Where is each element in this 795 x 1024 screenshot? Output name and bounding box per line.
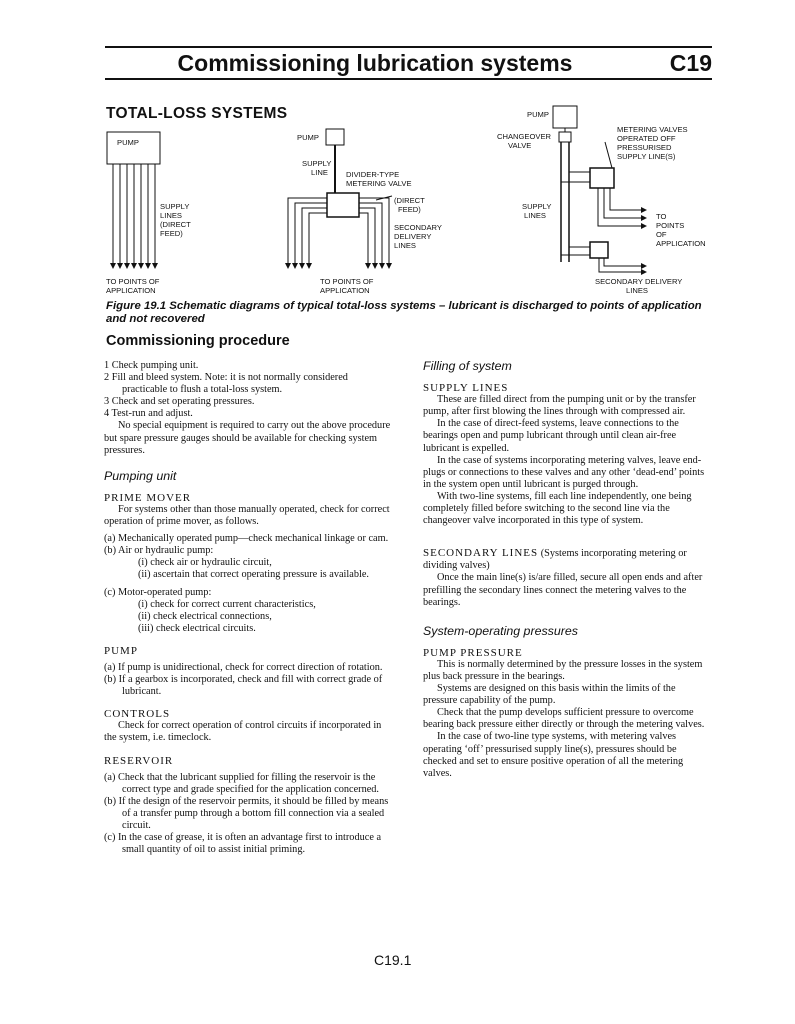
pump-pressure-heading: PUMP PRESSURE — [423, 646, 523, 659]
prime-mover-item-c-iii: (iii) check electrical circuits. — [138, 622, 256, 634]
prime-mover-item-c-i: (i) check for correct current characteristics, — [138, 598, 316, 610]
d3-pump-label: PUMP — [527, 110, 549, 119]
pump-pressure-para: This is normally determined by the pressure losses in the system plus back pressure in the bearings. — [423, 658, 703, 682]
prime-mover-item-a: (a) Mechanically operated pump—check mechanical linkage or cam. — [104, 533, 389, 545]
left-column — [104, 360, 394, 856]
d3-metering-label-2: OPERATED OFF — [617, 134, 676, 143]
d3-metering-label-1: METERING VALVES — [617, 125, 688, 134]
d3-to-label-2: POINTS — [656, 221, 685, 230]
reservoir-item-c: (c) In the case of grease, it is often an advantage first to introduce a small quantity of oil to assist initial priming. — [104, 832, 382, 856]
page-title: Commissioning lubrication systems — [177, 50, 573, 76]
d2-direct-label-1: (DIRECT — [394, 196, 425, 205]
d2-pump-label: PUMP — [297, 133, 319, 142]
d3-to-label-1: TO — [656, 212, 667, 221]
step-item: 3 Check and set operating pressures. — [104, 396, 255, 408]
d1-pump-box — [107, 132, 160, 164]
d1-supply-label-2: LINES — [160, 211, 182, 220]
system-operating-heading: System-operating pressures — [423, 623, 578, 638]
d3-metering-valve-1 — [590, 168, 614, 188]
d2-to-points-2: APPLICATION — [320, 286, 370, 295]
controls-heading: CONTROLS — [104, 708, 171, 721]
pump-pressure-para: Systems are designed on this basis within the limits of the pressure capability of the pump. — [423, 683, 676, 707]
d2-direct-label-2: FEED) — [398, 205, 421, 214]
d2-divider-label-1: DIVIDER-TYPE — [346, 170, 400, 179]
pump-heading: PUMP — [104, 644, 138, 657]
d1-supply-label-4: FEED) — [160, 229, 183, 238]
supply-lines-para: In the case of direct-feed systems, leave connections to the bearings open and pump lubricant through until clean air-free lubricant is expelled. — [423, 418, 679, 454]
secondary-lines-para: Once the main line(s) is/are filled, secure all open ends and after prefilling the secondary lines connect the metering valves to the bearings. — [423, 572, 703, 608]
d1-pump-label: PUMP — [117, 138, 139, 147]
step-item: 2 Fill and bleed system. Note: it is not normally considered practicable to flush a total-loss system. — [104, 372, 348, 396]
controls-text: Check for correct operation of control circuits if incorporated in the system, i.e. timeclock. — [104, 720, 382, 744]
d1-supply-label-1: SUPPLY — [160, 202, 190, 211]
d2-divider-valve — [327, 193, 359, 217]
d2-divider-label-2: METERING VALVE — [346, 179, 412, 188]
figure-diagram — [0, 0, 795, 300]
d3-supply-label-1: SUPPLY — [522, 202, 552, 211]
pump-pressure-para: In the case of two-line type systems, with metering valves operating ‘off’ pressurised supply line(s), pressures should be checked and set to ensure positive operation of all the metering valves. — [423, 731, 684, 779]
d2-secondary-lines — [288, 198, 389, 266]
secondary-lines-note: (Systems incorporating metering or dividing valves) — [423, 548, 687, 572]
figure-caption: Figure 19.1 Schematic diagrams of typical total-loss systems – lubricant is discharged to points of application and not recovered — [106, 300, 702, 325]
reservoir-heading: RESERVOIR — [104, 754, 174, 767]
prime-mover-item-c-ii: (ii) check electrical connections, — [138, 610, 272, 622]
special-equipment-text: No special equipment is required to carry out the above procedure but spare pressure gauges should be available for checking system pressures. — [104, 420, 391, 456]
d1-supply-label-3: (DIRECT — [160, 220, 191, 229]
d2-secondary-label-3: LINES — [394, 241, 416, 250]
pumping-unit-heading: Pumping unit — [104, 468, 177, 483]
procedure-heading: Commissioning procedure — [106, 333, 290, 349]
section-code: C19 — [669, 50, 712, 76]
supply-lines-para: In the case of systems incorporating metering valves, leave end-plugs or connections to these valves and any other ‘dead-end’ points in the system open until lubricant is purged through. — [423, 454, 705, 490]
supply-lines-para: With two-line systems, fill each line independently, one being completely filled before switching to the second line via the changeover valve incorporated in this type of system. — [423, 490, 692, 527]
d2-secondary-label-1: SECONDARY — [394, 223, 442, 232]
d3-to-label-4: APPLICATION — [656, 239, 706, 248]
step-item: 1 Check pumping unit. — [104, 360, 199, 371]
d2-supply-label-2: LINE — [311, 168, 328, 177]
d3-secondary-label-2: LINES — [626, 286, 648, 295]
d2-to-points-1: TO POINTS OF — [320, 277, 374, 286]
prime-mover-item-c: (c) Motor-operated pump: — [104, 586, 212, 598]
d1-to-points-2: APPLICATION — [106, 286, 156, 295]
supply-lines-heading: SUPPLY LINES — [423, 382, 509, 395]
d3-pump-box — [553, 106, 577, 128]
secondary-lines-heading-line — [423, 547, 709, 572]
page-number: C19.1 — [374, 952, 412, 968]
step-item: 4 Test-run and adjust. — [104, 408, 193, 420]
prime-mover-heading: PRIME MOVER — [104, 491, 192, 504]
pump-item-a: (a) If pump is unidirectional, check for correct direction of rotation. — [104, 661, 383, 673]
d3-changeover-label-1: CHANGEOVER — [497, 132, 552, 141]
d1-supply-lines — [113, 164, 155, 266]
filling-heading: Filling of system — [423, 359, 512, 373]
d3-to-label-3: OF — [656, 230, 667, 239]
prime-mover-text: For systems other than those manually operated, check for correct operation of prime mover, as follows. — [104, 503, 390, 528]
d3-supply-label-2: LINES — [524, 211, 546, 220]
pump-item-b: (b) If a gearbox is incorporated, check and fill with correct grade of lubricant. — [104, 674, 383, 698]
d1-to-points-1: TO POINTS OF — [106, 277, 160, 286]
prime-mover-item-b-i: (i) check air or hydraulic circuit, — [138, 557, 272, 569]
d3-changeover-label-2: VALVE — [508, 141, 532, 150]
d2-secondary-label-2: DELIVERY — [394, 232, 432, 241]
supply-lines-para: These are filled direct from the pumping unit or by the transfer pump, after first blowing the lines through with compressed air. — [423, 394, 696, 418]
secondary-lines-heading: SECONDARY LINES — [423, 547, 539, 560]
d3-secondary-label-1: SECONDARY DELIVERY — [595, 277, 683, 286]
prime-mover-item-b-ii: (ii) ascertain that correct operating pressure is available. — [138, 569, 370, 581]
d2-supply-label-1: SUPPLY — [302, 159, 332, 168]
total-loss-heading: TOTAL-LOSS SYSTEMS — [106, 105, 288, 122]
prime-mover-item-b: (b) Air or hydraulic pump: — [104, 545, 214, 557]
d3-metering-valve-2 — [590, 242, 608, 258]
right-column — [423, 360, 709, 780]
reservoir-item-b: (b) If the design of the reservoir permits, it should be filled by means of a transfer pump through a bottom fill connection via a sealed circuit. — [104, 795, 389, 831]
d3-metering-label-3: PRESSURISED — [617, 143, 672, 152]
reservoir-item-a: (a) Check that the lubricant supplied for filling the reservoir is the correct type and grade specified for the application concerned. — [104, 771, 380, 795]
d3-changeover-valve — [559, 132, 571, 142]
pump-pressure-para: Check that the pump develops sufficient pressure to overcome bearing back pressure either directly or through the metering valves. — [423, 707, 705, 731]
d2-pump-box — [326, 129, 344, 145]
d3-metering-label-4: SUPPLY LINE(S) — [617, 152, 676, 161]
